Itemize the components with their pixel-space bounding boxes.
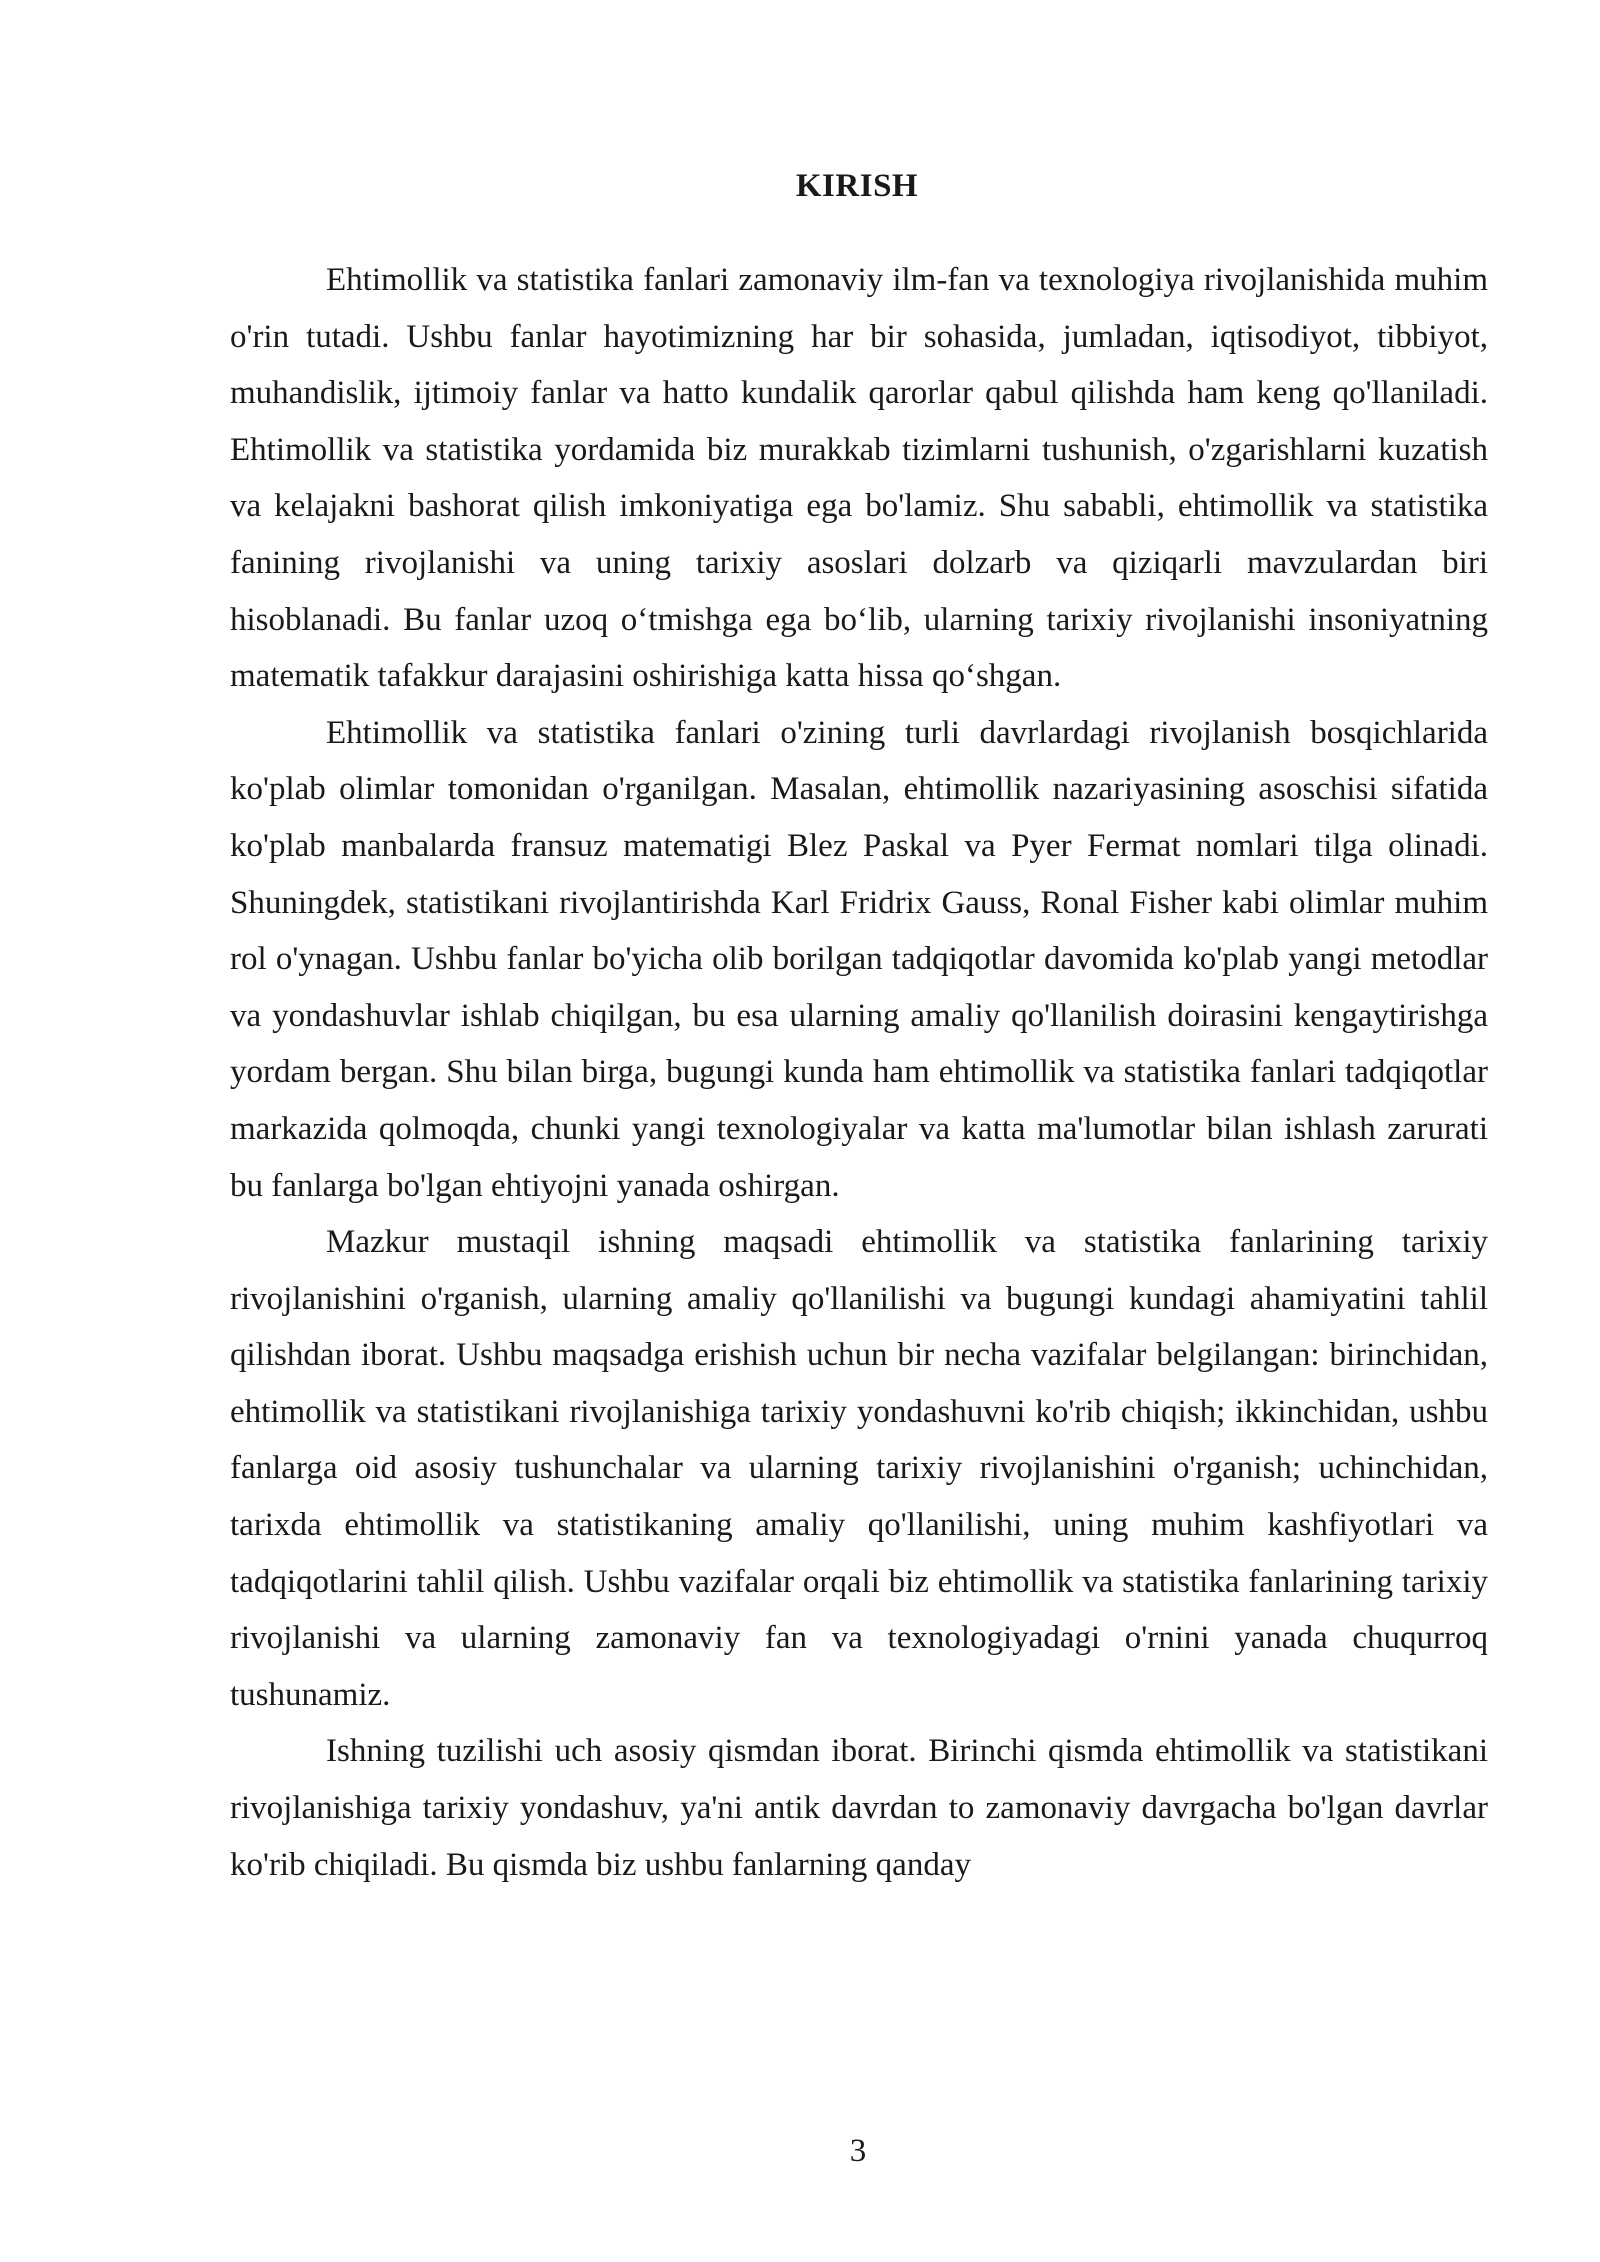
paragraph-1: Ehtimollik va statistika fanlari zamonaviy ilm-fan va texnologiya rivojlanishida muhim o'rin tutadi. Ushbu fanlar hayotimizning har bir sohasida, jumladan, iqtisodiyot, tibbiyot, muhandislik, ijtimoiy fanlar va hatto kundalik qarorlar qabul qilishda ham keng qo'llaniladi. Ehtimollik va statistika yordamida biz murakkab tizimlarni tushunish, o'zgarishlarni kuzatish va kelajakni bashorat qilish imkoniyatiga ega bo'lamiz. Shu sababli, ehtimollik va statistika fanining rivojlanishi va uning tarixiy asoslari dolzarb va qiziqarli mavzulardan biri hisoblanadi. Bu fanlar uzoq o‘tmishga ega bo‘lib, ularning tarixiy rivojlanishi insoniyatning matematik tafakkur darajasini oshirishiga katta hissa qo‘shgan. bbox=[230, 262, 1488, 695]
section-heading: KIRISH bbox=[795, 168, 919, 204]
page-number: 3 bbox=[849, 2133, 867, 2169]
body-text bbox=[230, 252, 1488, 1893]
paragraph-4: Ishning tuzilishi uch asosiy qismdan iborat. Birinchi qismda ehtimollik va statistikani rivojlanishiga tarixiy yondashuv, ya'ni antik davrdan to zamonaviy davrgacha bo'lgan davrlar ko'rib chiqiladi. Bu qismda biz ushbu fanlarning qanday bbox=[230, 1733, 1488, 1883]
paragraph-3: Mazkur mustaqil ishning maqsadi ehtimollik va statistika fanlarining tarixiy rivojlanishini o'rganish, ularning amaliy qo'llanilishi va bugungi kundagi ahamiyatini tahlil qilishdan iborat. Ushbu maqsadga erishish uchun bir necha vazifalar belgilangan: birinchidan, ehtimollik va statistikani rivojlanishiga tarixiy yondashuvni ko'rib chiqish; ikkinchidan, ushbu fanlarga oid asosiy tushunchalar va ularning tarixiy rivojlanishini o'rganish; uchinchidan, tarixda ehtimollik va statistikaning amaliy qo'llanilishi, uning muhim kashfiyotlari va tadqiqotlarini tahlil qilish. Ushbu vazifalar orqali biz ehtimollik va statistika fanlarining tarixiy rivojlanishi va ularning zamonaviy fan va texnologiyadagi o'rnini yanada chuqurroq tushunamiz. bbox=[230, 1224, 1488, 1713]
paragraph-2: Ehtimollik va statistika fanlari o'zining turli davrlardagi rivojlanish bosqichlarida ko'plab olimlar tomonidan o'rganilgan. Masalan, ehtimollik nazariyasining asoschisi sifatida ko'plab manbalarda fransuz matematigi Blez Paskal va Pyer Fermat nomlari tilga olinadi. Shuningdek, statistikani rivojlantirishda Karl Fridrix Gauss, Ronal Fisher kabi olimlar muhim rol o'ynagan. Ushbu fanlar bo'yicha olib borilgan tadqiqotlar davomida ko'plab yangi metodlar va yondashuvlar ishlab chiqilgan, bu esa ularning amaliy qo'llanilish doirasini kengaytirishga yordam bergan. Shu bilan birga, bugungi kunda ham ehtimollik va statistika fanlari tadqiqotlar markazida qolmoqda, chunki yangi texnologiyalar va katta ma'lumotlar bilan ishlash zarurati bu fanlarga bo'lgan ehtiyojni yanada oshirgan. bbox=[230, 714, 1488, 1204]
